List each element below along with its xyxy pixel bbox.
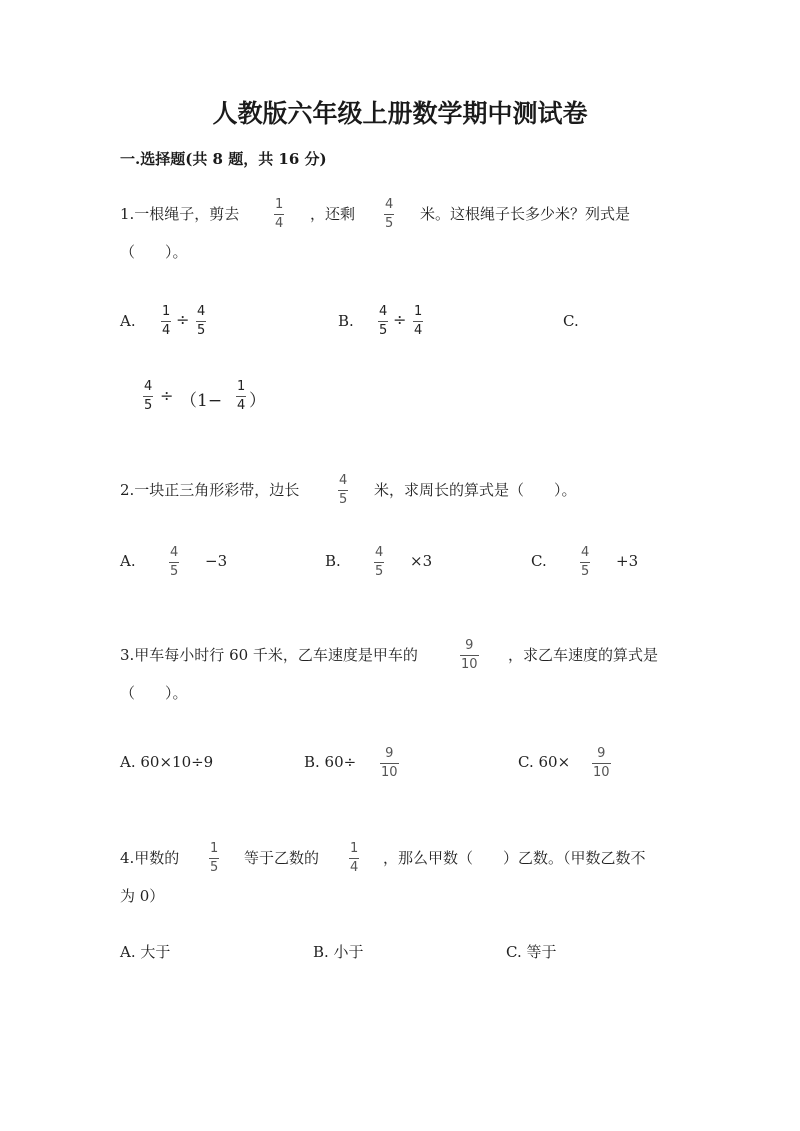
fraction-bar [580, 562, 590, 563]
q4-option-b: B. 小于 [313, 943, 364, 961]
q3-option-c-fraction [592, 747, 611, 779]
q1-option-c-operator: ÷ [160, 386, 174, 405]
fraction-bar [196, 321, 206, 322]
numerator: 4 [581, 545, 590, 560]
q1-text-line2: （ ）。 [120, 243, 188, 261]
q2-text-b: 米，求周长的算式是（ ）。 [374, 481, 577, 499]
fraction-bar [143, 396, 153, 397]
fraction-bar [236, 396, 246, 397]
fraction-bar [380, 763, 399, 764]
numerator: 1 [350, 841, 359, 856]
q4-text-a: 4.甲数的 [120, 849, 180, 867]
fraction-bar [384, 214, 394, 215]
q1-option-b-fraction-2 [413, 305, 423, 337]
q4-fraction-2 [349, 842, 359, 874]
q3-text-line2: （ ）。 [120, 684, 188, 702]
q2-fraction [338, 474, 348, 506]
q1-option-c-fraction-2 [236, 380, 246, 412]
denominator: 4 [414, 323, 423, 338]
denominator: 4 [350, 860, 359, 875]
numerator: 1 [414, 304, 423, 319]
numerator: 1 [162, 304, 171, 319]
q2-text-a: 2.一块正三角形彩带，边长 [120, 481, 300, 499]
q1-text-b: ，还剩 [310, 205, 356, 223]
q1-fraction-1 [274, 198, 284, 230]
q2-option-a-fraction [169, 546, 179, 578]
denominator: 5 [375, 564, 384, 579]
fraction-bar [338, 490, 348, 491]
fraction-bar [592, 763, 611, 764]
numerator: 4 [375, 545, 384, 560]
denominator: 10 [381, 765, 398, 780]
denominator: 10 [593, 765, 610, 780]
fraction-bar [349, 858, 359, 859]
denominator: 5 [170, 564, 179, 579]
denominator: 4 [162, 323, 171, 338]
denominator: 5 [581, 564, 590, 579]
numerator: 4 [379, 304, 388, 319]
q3-option-a: A. 60×10÷9 [120, 753, 214, 771]
q1-option-c-label: C. [563, 312, 579, 330]
q1-option-b-operator: ÷ [393, 310, 407, 329]
q4-text-b: 等于乙数的 [244, 849, 320, 867]
denominator: 10 [461, 657, 478, 672]
denominator: 5 [197, 323, 206, 338]
numerator: 4 [339, 473, 348, 488]
fraction-bar [274, 214, 284, 215]
q4-text-line2: 为 0） [120, 887, 165, 905]
q4-fraction-1 [209, 842, 219, 874]
q3-option-c-text: C. 60× [518, 753, 571, 771]
q4-text-c: ，那么甲数（ ）乙数。（甲数乙数不 [383, 849, 646, 867]
q1-option-b-label: B. [338, 312, 354, 330]
numerator: 9 [385, 746, 394, 761]
denominator: 5 [144, 398, 153, 413]
denominator: 5 [210, 860, 219, 875]
q1-option-c-paren-open: （1− [180, 391, 223, 411]
q1-option-c-fraction-1 [143, 380, 153, 412]
fraction-bar [460, 655, 479, 656]
q1-option-a-label: A. [120, 312, 136, 330]
q2-option-b-rest: ×3 [410, 552, 433, 570]
numerator: 1 [237, 379, 246, 394]
fraction-bar [374, 562, 384, 563]
q2-option-b-fraction [374, 546, 384, 578]
denominator: 4 [237, 398, 246, 413]
q1-option-a-fraction-1 [161, 305, 171, 337]
denominator: 5 [339, 492, 348, 507]
fraction-bar [378, 321, 388, 322]
denominator: 5 [385, 216, 394, 231]
q2-option-c-fraction [580, 546, 590, 578]
q2-option-c-label: C. [531, 552, 547, 570]
q4-option-c: C. 等于 [506, 943, 557, 961]
fraction-bar [413, 321, 423, 322]
numerator: 9 [597, 746, 606, 761]
q1-option-c-paren-close: ） [249, 391, 266, 411]
denominator: 5 [379, 323, 388, 338]
numerator: 4 [144, 379, 153, 394]
q4-option-a: A. 大于 [120, 943, 171, 961]
fraction-bar [161, 321, 171, 322]
fraction-bar [209, 858, 219, 859]
q3-text-b: ，求乙车速度的算式是 [508, 646, 659, 664]
q2-option-a-rest: −3 [205, 552, 228, 570]
q3-fraction [460, 639, 479, 671]
q3-option-b-text: B. 60÷ [304, 753, 357, 771]
q1-option-b-fraction-1 [378, 305, 388, 337]
q1-text-a: 1.一根绳子，剪去 [120, 205, 240, 223]
page-title: 人教版六年级上册数学期中测试卷 [212, 99, 588, 128]
numerator: 1 [210, 841, 219, 856]
numerator: 1 [275, 197, 284, 212]
q2-option-c-rest: +3 [616, 552, 639, 570]
q2-option-a-label: A. [120, 552, 136, 570]
q1-option-a-operator: ÷ [176, 310, 190, 329]
q3-option-b-fraction [380, 747, 399, 779]
numerator: 4 [170, 545, 179, 560]
q1-fraction-2 [384, 198, 394, 230]
section-heading: 一.选择题(共 8 题，共 16 分) [120, 150, 327, 168]
denominator: 4 [275, 216, 284, 231]
fraction-bar [169, 562, 179, 563]
numerator: 4 [385, 197, 394, 212]
q2-option-b-label: B. [325, 552, 341, 570]
q1-text-c: 米。这根绳子长多少米？列式是 [420, 205, 631, 223]
numerator: 4 [197, 304, 206, 319]
q1-option-a-fraction-2 [196, 305, 206, 337]
q3-text-a: 3.甲车每小时行 60 千米，乙车速度是甲车的 [120, 646, 418, 664]
numerator: 9 [465, 638, 474, 653]
